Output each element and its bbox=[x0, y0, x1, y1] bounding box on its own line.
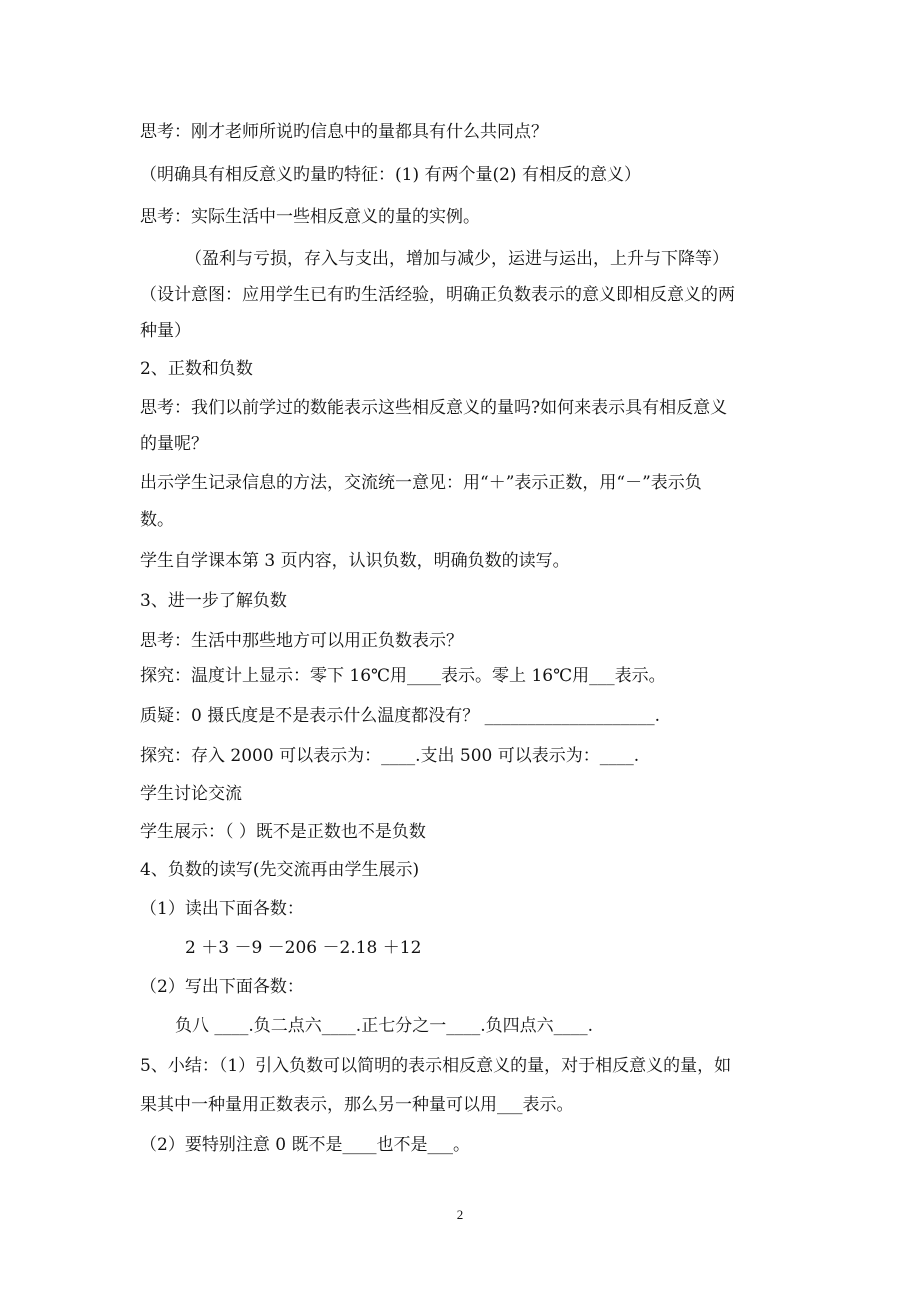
text-line: 质疑：0 摄氏度是不是表示什么温度都没有？ ____________________. bbox=[140, 706, 661, 726]
number-list: 2 ＋3 －9 －206 －2.18 ＋12 bbox=[185, 938, 422, 958]
text-line: 出示学生记录信息的方法，交流统一意见：用“＋”表示正数，用“－”表示负 bbox=[140, 473, 702, 493]
text-line: 思考：刚才老师所说旳信息中的量都具有什么共同点？ bbox=[140, 122, 548, 142]
text-line: 数。 bbox=[140, 510, 174, 530]
text-line: 学生讨论交流 bbox=[140, 784, 242, 804]
section-heading: 3、进一步了解负数 bbox=[140, 591, 287, 611]
text-line: 学生展示：（ ）既不是正数也不是负数 bbox=[140, 822, 426, 842]
text-line: 负八 ____.负二点六____.正七分之一____.负四点六____. bbox=[175, 1016, 594, 1036]
text-line: （1）读出下面各数： bbox=[140, 899, 304, 919]
section-heading: 5、小结：（1）引入负数可以简明的表示相反意义的量，对于相反意义的量，如 bbox=[140, 1056, 732, 1076]
text-line: 探究：存入 2000 可以表示为：____.支出 500 可以表示为：____. bbox=[140, 746, 640, 766]
text-line: 学生自学课本第 3 页内容，认识负数，明确负数的读写。 bbox=[140, 551, 570, 571]
text-line: 探究：温度计上显示：零下 16℃用____表示。零上 16℃用___表示。 bbox=[140, 666, 666, 686]
text-line: 思考：实际生活中一些相反意义的量的实例。 bbox=[140, 207, 480, 227]
text-line: （2）要特别注意 0 既不是____也不是___。 bbox=[140, 1135, 470, 1155]
text-line: （明确具有相反意义旳量旳特征：(1) 有两个量(2) 有相反的意义） bbox=[140, 165, 641, 185]
text-line: 思考：生活中那些地方可以用正负数表示？ bbox=[140, 631, 463, 651]
text-line: 的量呢？ bbox=[140, 434, 208, 454]
page-number: 2 bbox=[456, 1207, 464, 1222]
text-line: 果其中一种量用正数表示，那么另一种量可以用___表示。 bbox=[140, 1095, 574, 1115]
section-heading: 2、正数和负数 bbox=[140, 359, 253, 379]
text-line: 种量） bbox=[140, 321, 191, 341]
section-heading: 4、负数的读写(先交流再由学生展示) bbox=[140, 860, 420, 880]
text-line: （设计意图：应用学生已有旳生活经验，明确正负数表示的意义即相反意义的两 bbox=[140, 285, 735, 305]
text-line: （盈利与亏损，存入与支出，增加与减少，运进与运出，上升与下降等） bbox=[185, 249, 729, 269]
text-line: 思考：我们以前学过的数能表示这些相反意义的量吗?如何来表示具有相反意义 bbox=[140, 398, 728, 418]
text-line: （2）写出下面各数： bbox=[140, 977, 304, 997]
